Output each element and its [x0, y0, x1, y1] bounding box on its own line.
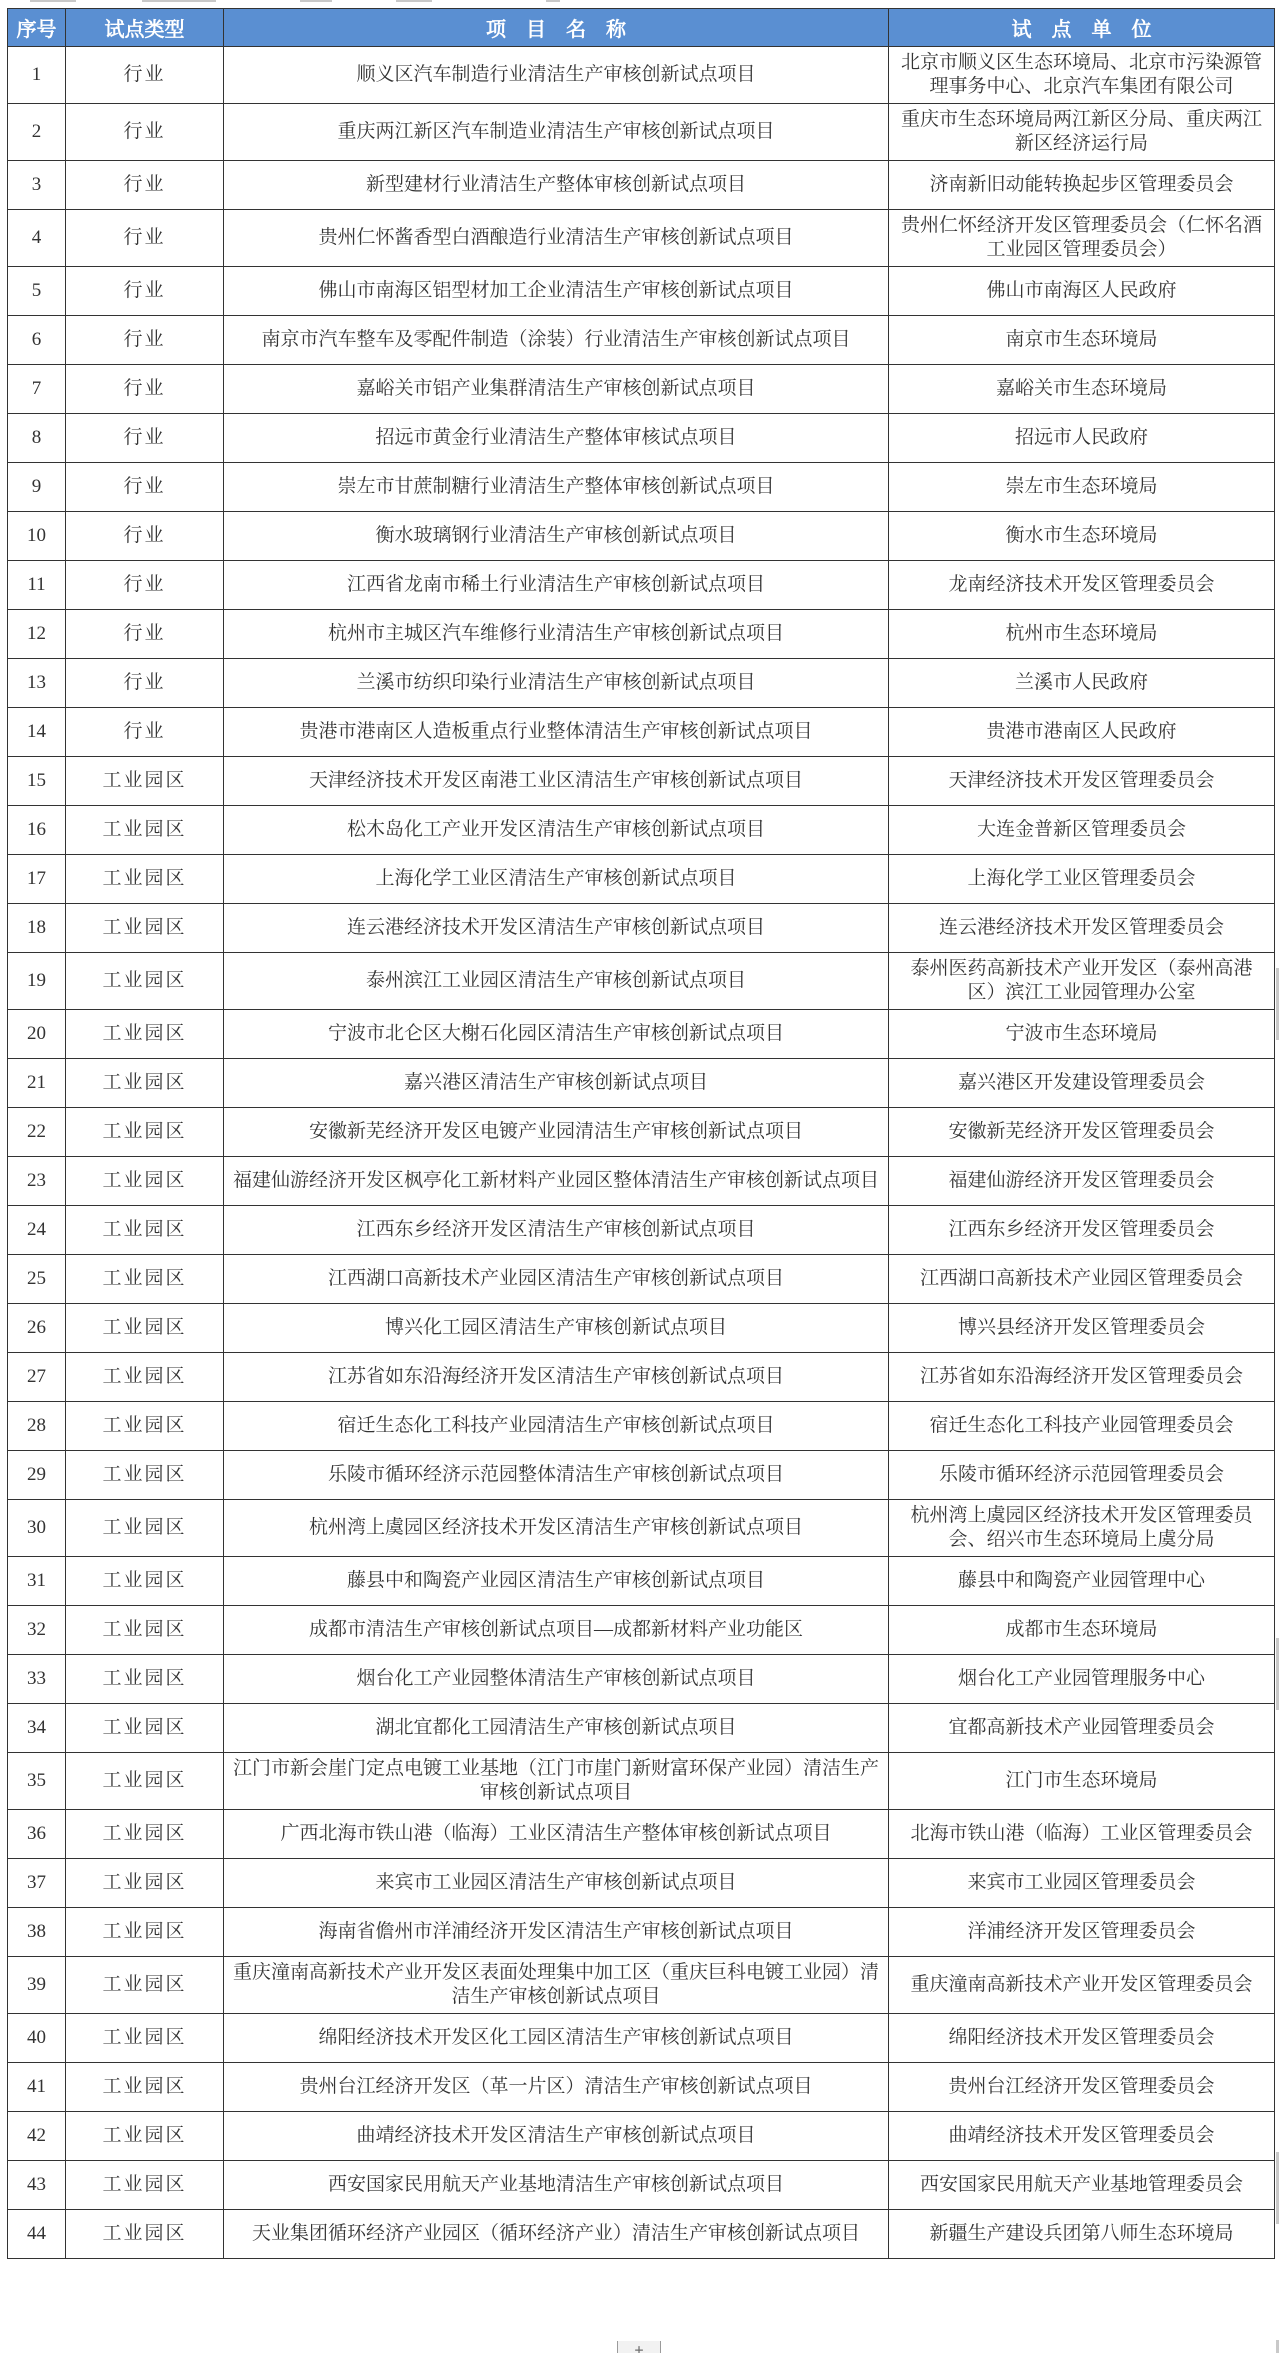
table-row — [8, 2161, 1275, 2210]
table-row — [8, 1500, 1275, 1557]
cell-pilot-type: 行业 — [66, 316, 224, 365]
cell-serial-number: 37 — [8, 1859, 66, 1908]
table-row — [8, 104, 1275, 161]
cell-serial-number: 34 — [8, 1704, 66, 1753]
cell-pilot-unit: 杭州市生态环境局 — [889, 610, 1275, 659]
sheet-tab-bar — [617, 2341, 661, 2353]
cell-pilot-type: 工业园区 — [66, 2014, 224, 2063]
cell-project-name: 江西湖口高新技术产业园区清洁生产审核创新试点项目 — [224, 1255, 889, 1304]
cell-serial-number: 42 — [8, 2112, 66, 2161]
cell-project-name: 绵阳经济技术开发区化工园区清洁生产审核创新试点项目 — [224, 2014, 889, 2063]
cell-project-name: 烟台化工产业园整体清洁生产审核创新试点项目 — [224, 1655, 889, 1704]
cell-pilot-type: 行业 — [66, 365, 224, 414]
cell-serial-number: 29 — [8, 1451, 66, 1500]
table-row — [8, 953, 1275, 1010]
header-row — [8, 9, 1275, 47]
cell-pilot-type: 工业园区 — [66, 953, 224, 1010]
cell-pilot-type: 行业 — [66, 610, 224, 659]
cell-pilot-type: 行业 — [66, 414, 224, 463]
table-row — [8, 1010, 1275, 1059]
cell-project-name: 曲靖经济技术开发区清洁生产审核创新试点项目 — [224, 2112, 889, 2161]
cell-pilot-unit: 藤县中和陶瓷产业园管理中心 — [889, 1557, 1275, 1606]
cell-project-name: 成都市清洁生产审核创新试点项目—成都新材料产业功能区 — [224, 1606, 889, 1655]
cell-pilot-type: 工业园区 — [66, 1255, 224, 1304]
cell-project-name: 兰溪市纺织印染行业清洁生产审核创新试点项目 — [224, 659, 889, 708]
cell-pilot-type: 工业园区 — [66, 2063, 224, 2112]
table-header — [8, 9, 1275, 47]
table-row — [8, 365, 1275, 414]
cell-project-name: 贵州仁怀酱香型白酒酿造行业清洁生产审核创新试点项目 — [224, 210, 889, 267]
table-row — [8, 561, 1275, 610]
cell-project-name: 广西北海市铁山港（临海）工业区清洁生产整体审核创新试点项目 — [224, 1810, 889, 1859]
cell-pilot-unit: 佛山市南海区人民政府 — [889, 267, 1275, 316]
table-row — [8, 2112, 1275, 2161]
cell-pilot-unit: 崇左市生态环境局 — [889, 463, 1275, 512]
cell-pilot-unit: 兰溪市人民政府 — [889, 659, 1275, 708]
cell-serial-number: 14 — [8, 708, 66, 757]
table-body — [8, 47, 1275, 2259]
cell-project-name: 衡水玻璃钢行业清洁生产审核创新试点项目 — [224, 512, 889, 561]
table-row — [8, 904, 1275, 953]
col-header-pilot-type: 试点类型 — [66, 9, 224, 47]
cell-pilot-unit: 贵州仁怀经济开发区管理委员会（仁怀名酒工业园区管理委员会） — [889, 210, 1275, 267]
cell-pilot-unit: 嘉兴港区开发建设管理委员会 — [889, 1059, 1275, 1108]
cell-pilot-unit: 福建仙游经济开发区管理委员会 — [889, 1157, 1275, 1206]
cell-pilot-type: 工业园区 — [66, 1402, 224, 1451]
table-row — [8, 1402, 1275, 1451]
col-header-project-name: 项 目 名 称 — [224, 9, 889, 47]
cell-pilot-type: 行业 — [66, 512, 224, 561]
cell-project-name: 贵州台江经济开发区（革一片区）清洁生产审核创新试点项目 — [224, 2063, 889, 2112]
cell-serial-number: 3 — [8, 161, 66, 210]
cell-pilot-type: 行业 — [66, 47, 224, 104]
cell-pilot-type: 工业园区 — [66, 1010, 224, 1059]
table-row — [8, 1810, 1275, 1859]
cell-serial-number: 30 — [8, 1500, 66, 1557]
cell-pilot-unit: 连云港经济技术开发区管理委员会 — [889, 904, 1275, 953]
add-sheet-button[interactable]: + — [634, 2341, 644, 2353]
cell-pilot-type: 工业园区 — [66, 2161, 224, 2210]
top-edge-artifact — [546, 0, 560, 2]
cell-project-name: 宿迁生态化工科技产业园清洁生产审核创新试点项目 — [224, 1402, 889, 1451]
cell-pilot-type: 工业园区 — [66, 757, 224, 806]
cell-pilot-type: 工业园区 — [66, 1704, 224, 1753]
cell-project-name: 江西省龙南市稀土行业清洁生产审核创新试点项目 — [224, 561, 889, 610]
cell-project-name: 上海化学工业区清洁生产审核创新试点项目 — [224, 855, 889, 904]
table-row — [8, 1655, 1275, 1704]
col-header-pilot-unit: 试 点 单 位 — [889, 9, 1275, 47]
table-row — [8, 463, 1275, 512]
cell-project-name: 藤县中和陶瓷产业园区清洁生产审核创新试点项目 — [224, 1557, 889, 1606]
table-row — [8, 757, 1275, 806]
cell-project-name: 重庆潼南高新技术产业开发区表面处理集中加工区（重庆巨科电镀工业园）清洁生产审核创新试点项目 — [224, 1957, 889, 2014]
table-row — [8, 1108, 1275, 1157]
cell-pilot-unit: 济南新旧动能转换起步区管理委员会 — [889, 161, 1275, 210]
top-edge-artifact — [30, 0, 76, 2]
table-row — [8, 1606, 1275, 1655]
table-row — [8, 2063, 1275, 2112]
cell-pilot-type: 工业园区 — [66, 1859, 224, 1908]
table-row — [8, 512, 1275, 561]
table-row — [8, 316, 1275, 365]
cell-pilot-unit: 北京市顺义区生态环境局、北京市污染源管理事务中心、北京汽车集团有限公司 — [889, 47, 1275, 104]
cell-pilot-unit: 乐陵市循环经济示范园管理委员会 — [889, 1451, 1275, 1500]
cell-pilot-unit: 西安国家民用航天产业基地管理委员会 — [889, 2161, 1275, 2210]
cell-serial-number: 7 — [8, 365, 66, 414]
cell-project-name: 来宾市工业园区清洁生产审核创新试点项目 — [224, 1859, 889, 1908]
cell-project-name: 天业集团循环经济产业园区（循环经济产业）清洁生产审核创新试点项目 — [224, 2210, 889, 2259]
cell-pilot-unit: 洋浦经济开发区管理委员会 — [889, 1908, 1275, 1957]
cell-pilot-unit: 江西湖口高新技术产业园区管理委员会 — [889, 1255, 1275, 1304]
cell-serial-number: 16 — [8, 806, 66, 855]
cell-project-name: 顺义区汽车制造行业清洁生产审核创新试点项目 — [224, 47, 889, 104]
cell-pilot-type: 工业园区 — [66, 1655, 224, 1704]
cell-pilot-type: 行业 — [66, 463, 224, 512]
cell-serial-number: 25 — [8, 1255, 66, 1304]
cell-serial-number: 5 — [8, 267, 66, 316]
cell-project-name: 海南省儋州市洋浦经济开发区清洁生产审核创新试点项目 — [224, 1908, 889, 1957]
cell-serial-number: 11 — [8, 561, 66, 610]
top-edge-artifact — [142, 0, 216, 2]
cell-serial-number: 44 — [8, 2210, 66, 2259]
cell-serial-number: 43 — [8, 2161, 66, 2210]
cell-serial-number: 27 — [8, 1353, 66, 1402]
cell-pilot-type: 工业园区 — [66, 1908, 224, 1957]
cell-pilot-unit: 博兴县经济开发区管理委员会 — [889, 1304, 1275, 1353]
table-row — [8, 659, 1275, 708]
cell-serial-number: 22 — [8, 1108, 66, 1157]
cell-pilot-type: 工业园区 — [66, 1451, 224, 1500]
cell-pilot-unit: 来宾市工业园区管理委员会 — [889, 1859, 1275, 1908]
cell-pilot-type: 行业 — [66, 708, 224, 757]
cell-serial-number: 33 — [8, 1655, 66, 1704]
cell-serial-number: 21 — [8, 1059, 66, 1108]
cell-serial-number: 12 — [8, 610, 66, 659]
cell-project-name: 佛山市南海区铝型材加工企业清洁生产审核创新试点项目 — [224, 267, 889, 316]
cell-pilot-unit: 宁波市生态环境局 — [889, 1010, 1275, 1059]
cell-project-name: 贵港市港南区人造板重点行业整体清洁生产审核创新试点项目 — [224, 708, 889, 757]
table-row — [8, 1157, 1275, 1206]
cell-pilot-type: 工业园区 — [66, 2210, 224, 2259]
cell-serial-number: 23 — [8, 1157, 66, 1206]
cell-pilot-type: 工业园区 — [66, 806, 224, 855]
cell-project-name: 天津经济技术开发区南港工业区清洁生产审核创新试点项目 — [224, 757, 889, 806]
table-row — [8, 1753, 1275, 1810]
cell-pilot-unit: 衡水市生态环境局 — [889, 512, 1275, 561]
cell-pilot-type: 行业 — [66, 210, 224, 267]
cell-serial-number: 6 — [8, 316, 66, 365]
cell-serial-number: 26 — [8, 1304, 66, 1353]
cell-pilot-unit: 宿迁生态化工科技产业园管理委员会 — [889, 1402, 1275, 1451]
table-row — [8, 1206, 1275, 1255]
cell-project-name: 嘉峪关市铝产业集群清洁生产审核创新试点项目 — [224, 365, 889, 414]
cell-project-name: 崇左市甘蔗制糖行业清洁生产整体审核创新试点项目 — [224, 463, 889, 512]
cell-pilot-type: 工业园区 — [66, 855, 224, 904]
cell-serial-number: 28 — [8, 1402, 66, 1451]
cell-serial-number: 10 — [8, 512, 66, 561]
cell-project-name: 连云港经济技术开发区清洁生产审核创新试点项目 — [224, 904, 889, 953]
table-row — [8, 806, 1275, 855]
cell-pilot-type: 工业园区 — [66, 1206, 224, 1255]
table-row — [8, 414, 1275, 463]
cell-pilot-unit: 杭州湾上虞园区经济技术开发区管理委员会、绍兴市生态环境局上虞分局 — [889, 1500, 1275, 1557]
cell-pilot-unit: 泰州医药高新技术产业开发区（泰州高港区）滨江工业园管理办公室 — [889, 953, 1275, 1010]
page-break-mark — [1276, 1638, 1279, 1710]
cell-serial-number: 36 — [8, 1810, 66, 1859]
table-row — [8, 1255, 1275, 1304]
top-edge-artifact — [396, 0, 432, 2]
table-row — [8, 267, 1275, 316]
pilot-projects-table — [7, 8, 1275, 2259]
cell-pilot-type: 行业 — [66, 659, 224, 708]
cell-pilot-type: 工业园区 — [66, 904, 224, 953]
cell-pilot-type: 工业园区 — [66, 1353, 224, 1402]
cell-serial-number: 8 — [8, 414, 66, 463]
cell-project-name: 泰州滨江工业园区清洁生产审核创新试点项目 — [224, 953, 889, 1010]
col-header-serial-number: 序号 — [8, 9, 66, 47]
cell-pilot-type: 行业 — [66, 104, 224, 161]
page-break-mark — [1276, 968, 1279, 1040]
cell-pilot-type: 工业园区 — [66, 2112, 224, 2161]
cell-pilot-type: 工业园区 — [66, 1059, 224, 1108]
cell-serial-number: 41 — [8, 2063, 66, 2112]
cell-project-name: 宁波市北仑区大榭石化园区清洁生产审核创新试点项目 — [224, 1010, 889, 1059]
page-break-mark — [1276, 2340, 1279, 2353]
pilot-projects-table-container — [7, 8, 1274, 2259]
cell-project-name: 重庆两江新区汽车制造业清洁生产审核创新试点项目 — [224, 104, 889, 161]
cell-serial-number: 31 — [8, 1557, 66, 1606]
table-row — [8, 1908, 1275, 1957]
cell-pilot-type: 工业园区 — [66, 1753, 224, 1810]
top-edge-artifact — [300, 0, 332, 2]
cell-pilot-unit: 南京市生态环境局 — [889, 316, 1275, 365]
cell-pilot-unit: 成都市生态环境局 — [889, 1606, 1275, 1655]
table-row — [8, 708, 1275, 757]
cell-pilot-type: 工业园区 — [66, 1557, 224, 1606]
cell-pilot-type: 工业园区 — [66, 1500, 224, 1557]
cell-pilot-type: 工业园区 — [66, 1304, 224, 1353]
cell-pilot-unit: 江门市生态环境局 — [889, 1753, 1275, 1810]
cell-pilot-unit: 宜都高新技术产业园管理委员会 — [889, 1704, 1275, 1753]
cell-project-name: 杭州湾上虞园区经济技术开发区清洁生产审核创新试点项目 — [224, 1500, 889, 1557]
cell-pilot-unit: 北海市铁山港（临海）工业区管理委员会 — [889, 1810, 1275, 1859]
cell-serial-number: 24 — [8, 1206, 66, 1255]
cell-project-name: 江门市新会崖门定点电镀工业基地（江门市崖门新财富环保产业园）清洁生产审核创新试点项目 — [224, 1753, 889, 1810]
cell-pilot-type: 工业园区 — [66, 1810, 224, 1859]
cell-serial-number: 15 — [8, 757, 66, 806]
table-row — [8, 1957, 1275, 2014]
cell-project-name: 南京市汽车整车及零配件制造（涂装）行业清洁生产审核创新试点项目 — [224, 316, 889, 365]
cell-pilot-type: 行业 — [66, 161, 224, 210]
cell-pilot-unit: 江西东乡经济开发区管理委员会 — [889, 1206, 1275, 1255]
cell-serial-number: 17 — [8, 855, 66, 904]
cell-pilot-unit: 天津经济技术开发区管理委员会 — [889, 757, 1275, 806]
table-row — [8, 1451, 1275, 1500]
cell-serial-number: 18 — [8, 904, 66, 953]
cell-pilot-type: 行业 — [66, 267, 224, 316]
cell-pilot-unit: 招远市人民政府 — [889, 414, 1275, 463]
table-row — [8, 855, 1275, 904]
table-row — [8, 1304, 1275, 1353]
cell-project-name: 福建仙游经济开发区枫亭化工新材料产业园区整体清洁生产审核创新试点项目 — [224, 1157, 889, 1206]
cell-pilot-unit: 江苏省如东沿海经济开发区管理委员会 — [889, 1353, 1275, 1402]
cell-project-name: 安徽新芜经济开发区电镀产业园清洁生产审核创新试点项目 — [224, 1108, 889, 1157]
table-row — [8, 161, 1275, 210]
cell-pilot-unit: 上海化学工业区管理委员会 — [889, 855, 1275, 904]
cell-pilot-type: 行业 — [66, 561, 224, 610]
table-row — [8, 1353, 1275, 1402]
cell-pilot-unit: 嘉峪关市生态环境局 — [889, 365, 1275, 414]
cell-pilot-type: 工业园区 — [66, 1957, 224, 2014]
cell-serial-number: 4 — [8, 210, 66, 267]
cell-serial-number: 35 — [8, 1753, 66, 1810]
cell-project-name: 西安国家民用航天产业基地清洁生产审核创新试点项目 — [224, 2161, 889, 2210]
cell-pilot-unit: 安徽新芜经济开发区管理委员会 — [889, 1108, 1275, 1157]
cell-pilot-type: 工业园区 — [66, 1606, 224, 1655]
cell-serial-number: 20 — [8, 1010, 66, 1059]
cell-pilot-type: 工业园区 — [66, 1108, 224, 1157]
cell-project-name: 江苏省如东沿海经济开发区清洁生产审核创新试点项目 — [224, 1353, 889, 1402]
cell-serial-number: 9 — [8, 463, 66, 512]
table-row — [8, 1859, 1275, 1908]
cell-pilot-unit: 贵州台江经济开发区管理委员会 — [889, 2063, 1275, 2112]
cell-serial-number: 38 — [8, 1908, 66, 1957]
cell-pilot-unit: 曲靖经济技术开发区管理委员会 — [889, 2112, 1275, 2161]
cell-serial-number: 19 — [8, 953, 66, 1010]
cell-pilot-unit: 重庆市生态环境局两江新区分局、重庆两江新区经济运行局 — [889, 104, 1275, 161]
cell-project-name: 杭州市主城区汽车维修行业清洁生产审核创新试点项目 — [224, 610, 889, 659]
cell-serial-number: 40 — [8, 2014, 66, 2063]
table-row — [8, 2210, 1275, 2259]
cell-project-name: 招远市黄金行业清洁生产整体审核试点项目 — [224, 414, 889, 463]
cell-project-name: 新型建材行业清洁生产整体审核创新试点项目 — [224, 161, 889, 210]
cell-serial-number: 1 — [8, 47, 66, 104]
table-row — [8, 210, 1275, 267]
table-row — [8, 47, 1275, 104]
cell-serial-number: 32 — [8, 1606, 66, 1655]
cell-serial-number: 39 — [8, 1957, 66, 2014]
cell-pilot-unit: 贵港市港南区人民政府 — [889, 708, 1275, 757]
cell-pilot-unit: 绵阳经济技术开发区管理委员会 — [889, 2014, 1275, 2063]
cell-pilot-unit: 龙南经济技术开发区管理委员会 — [889, 561, 1275, 610]
cell-serial-number: 13 — [8, 659, 66, 708]
cell-project-name: 湖北宜都化工园清洁生产审核创新试点项目 — [224, 1704, 889, 1753]
cell-pilot-unit: 烟台化工产业园管理服务中心 — [889, 1655, 1275, 1704]
cell-project-name: 松木岛化工产业开发区清洁生产审核创新试点项目 — [224, 806, 889, 855]
cell-project-name: 博兴化工园区清洁生产审核创新试点项目 — [224, 1304, 889, 1353]
table-row — [8, 1059, 1275, 1108]
page-break-mark — [1276, 2152, 1279, 2224]
cell-pilot-unit: 新疆生产建设兵团第八师生态环境局 — [889, 2210, 1275, 2259]
table-row — [8, 610, 1275, 659]
cell-project-name: 江西东乡经济开发区清洁生产审核创新试点项目 — [224, 1206, 889, 1255]
cell-pilot-type: 工业园区 — [66, 1157, 224, 1206]
table-row — [8, 1557, 1275, 1606]
table-row — [8, 2014, 1275, 2063]
cell-project-name: 乐陵市循环经济示范园整体清洁生产审核创新试点项目 — [224, 1451, 889, 1500]
cell-project-name: 嘉兴港区清洁生产审核创新试点项目 — [224, 1059, 889, 1108]
cell-serial-number: 2 — [8, 104, 66, 161]
table-row — [8, 1704, 1275, 1753]
cell-pilot-unit: 大连金普新区管理委员会 — [889, 806, 1275, 855]
cell-pilot-unit: 重庆潼南高新技术产业开发区管理委员会 — [889, 1957, 1275, 2014]
